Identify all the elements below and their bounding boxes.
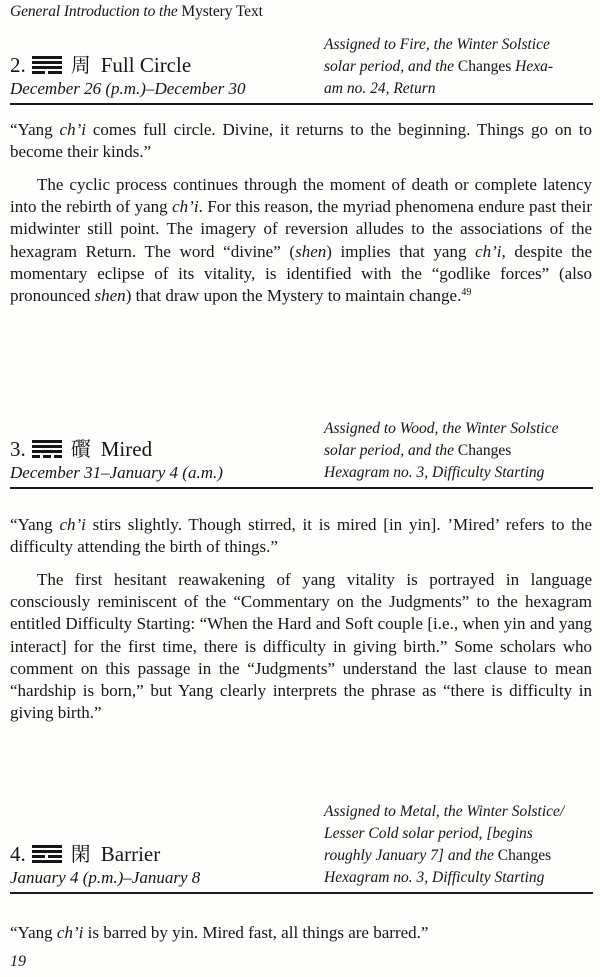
page-number: 19 bbox=[10, 953, 26, 970]
entry-title: Barrier bbox=[100, 842, 161, 866]
tetragram-icon bbox=[32, 845, 62, 863]
assignment-line: Hexagram no. 3, Difficulty Starting bbox=[324, 869, 545, 886]
entry-number: 2. bbox=[10, 53, 26, 77]
entry-dates: December 26 (p.m.)–December 30 bbox=[10, 79, 246, 98]
entry-dates: January 4 (p.m.)–January 8 bbox=[10, 868, 201, 887]
entry-quote: “Yang ch’i comes full circle. Divine, it returns to the beginning. Things go on to become their kinds.” bbox=[10, 120, 592, 162]
entry-commentary: The first hesitant reawakening of yang vitality is portrayed in language consciously reminiscent of the “Commentary on the Judgments” to the hexagram entitled Difficulty Starting: “When the Hard and Soft couple [i.e., when yin and yang interact] for the first time, there is difficulty in giving birth.” Some scholars who comment on this passage in the “Judgments” understand the last clause to mean “hardship is born,” but Yang clearly interprets the phrase as “there is difficulty in giving birth.” bbox=[10, 570, 592, 723]
running-head-roman: Mystery Text bbox=[181, 3, 263, 20]
entry-header-4 bbox=[10, 800, 593, 894]
assignment-line: solar period, and the Changes Hexa- bbox=[324, 58, 554, 75]
tetragram-icon bbox=[32, 440, 62, 458]
entry-dates: December 31–January 4 (a.m.) bbox=[10, 463, 223, 482]
entry-quote: “Yang ch’i stirs slightly. Though stirred, it is mired [in yin]. ’Mired’ refers to the difficulty attending the birth of things.” bbox=[10, 515, 592, 557]
entry-title: Mired bbox=[100, 437, 153, 461]
assignment-line: Hexagram no. 3, Difficulty Starting bbox=[324, 464, 545, 481]
entry-quote: “Yang ch’i is barred by yin. Mired fast, all things are barred.” bbox=[10, 923, 429, 942]
assignment-line: Lesser Cold solar period, [begins bbox=[324, 825, 533, 842]
entry-assignment bbox=[324, 801, 564, 889]
entry-number: 4. bbox=[10, 842, 26, 866]
entry-header-3 bbox=[10, 412, 593, 489]
chinese-character: 周 bbox=[70, 53, 91, 77]
assignment-line: Assigned to Metal, the Winter Solstice/ bbox=[324, 803, 565, 820]
assignment-line: am no. 24, Return bbox=[324, 80, 436, 97]
entry-assignment bbox=[324, 34, 553, 100]
entry-assignment bbox=[324, 418, 559, 484]
assignment-line: solar period, and the Changes bbox=[324, 442, 512, 459]
assignment-line: Assigned to Fire, the Winter Solstice bbox=[324, 36, 550, 53]
tetragram-icon bbox=[32, 56, 62, 74]
entry-title-line bbox=[10, 52, 246, 78]
entry-number: 3. bbox=[10, 437, 26, 461]
entry-header-2 bbox=[10, 30, 593, 105]
chinese-character: 礥 bbox=[70, 437, 91, 461]
entry-commentary: The cyclic process continues through the moment of death or complete latency into the rebirth of yang ch’i. For this reason, the myriad phenomena endure past their midwinter still point. The imagery of reversion alludes to the associations of the hexagram Return. The word “divine” (shen) implies that yang ch’i, despite the momentary eclipse of its vitality, is identified with the “godlike forces” (also pronounced shen) that draw upon the Mystery to maintain change.$^{49}$ bbox=[10, 175, 592, 306]
entry-title-line bbox=[10, 841, 200, 867]
assignment-line: roughly January 7] and the Changes bbox=[324, 847, 552, 864]
running-head bbox=[10, 3, 263, 21]
entry-title-line bbox=[10, 436, 223, 462]
running-head-italic: General Introduction to the bbox=[10, 3, 178, 20]
footnote-marker: 49 bbox=[461, 287, 472, 299]
entry-title: Full Circle bbox=[100, 53, 192, 77]
assignment-line: Assigned to Wood, the Winter Solstice bbox=[324, 420, 559, 437]
chinese-character: 閑 bbox=[70, 842, 91, 866]
